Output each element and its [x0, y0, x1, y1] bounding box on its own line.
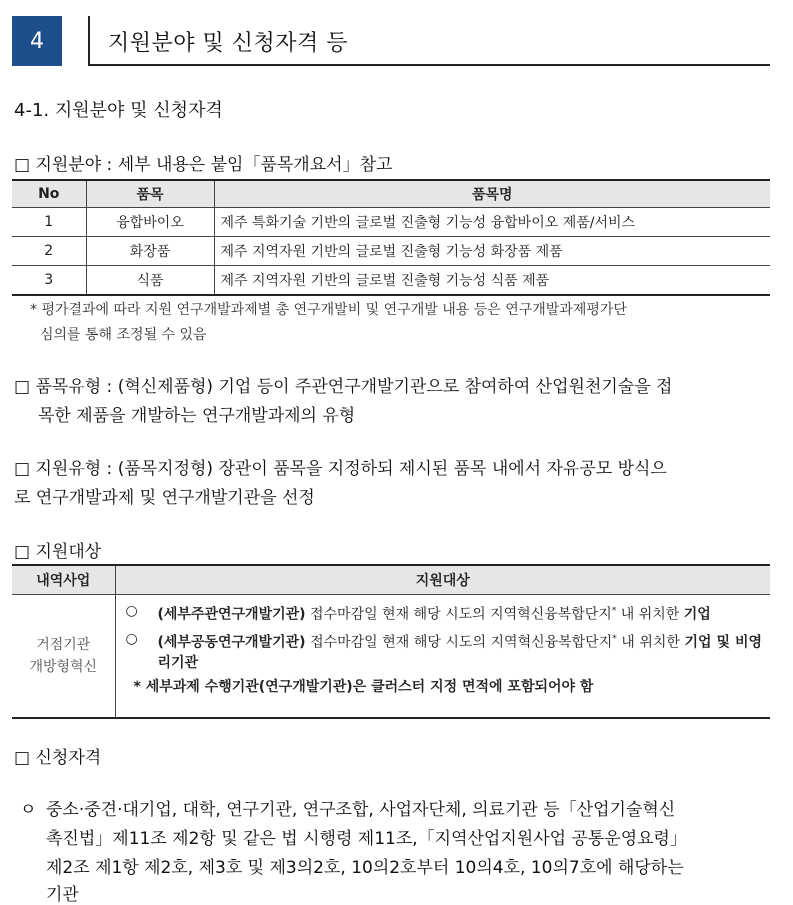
program-category	[12, 595, 115, 719]
table-note-line2: 심의를 통해 조정될 수 있음	[40, 327, 207, 343]
header-underline	[88, 64, 770, 66]
category-line2: 개방형혁신	[29, 659, 98, 675]
support-target-label: 지원대상	[35, 542, 102, 562]
eligibility-heading	[14, 743, 101, 768]
target-note: * 세부과제 수행기관(연구개발기관)은 클러스터 지정 면적에 포함되어야 함	[133, 679, 594, 696]
row-item: 화장품	[86, 237, 214, 266]
row-item-name: 제주 특화기술 기반의 글로벌 진출형 기능성 융합바이오 제품/서비스	[214, 208, 770, 237]
target-text: 접수마감일 현재 해당 시도의 지역혁신융복합단지	[305, 606, 612, 623]
eligibility-bullet: ㅇ	[20, 800, 37, 820]
support-field-label: 지원분야 : 세부 내용은 붙임「품목개요서」참고	[35, 155, 393, 175]
row-no: 3	[12, 266, 86, 296]
target-item	[126, 629, 763, 675]
eligibility-label: 신청자격	[35, 748, 102, 768]
support-target-table	[12, 564, 770, 719]
support-type-text1: 지원유형 : (품목지정형) 장관이 품목을 지정하되 제시된 품목 내에서 자유공모 방식으	[35, 459, 667, 479]
section-number-badge: 4	[12, 16, 62, 66]
table-row	[12, 237, 770, 266]
target-detail	[115, 595, 770, 719]
header-target: 지원대상	[115, 565, 770, 595]
support-target-header	[12, 565, 770, 595]
target-item-body	[158, 629, 763, 675]
eligibility-line3: 제2조 제1항 제2호, 제3호 및 제3의2호, 10의2호부터 10의4호, 10의7호에 해당하는	[46, 858, 684, 878]
subsection-title: 4-1. 지원분야 및 신청자격	[14, 100, 223, 121]
section-title: 지원분야 및 신청자격 등	[108, 31, 349, 56]
target-text2: 내 위치한	[616, 634, 685, 651]
header-program: 내역사업	[12, 565, 115, 595]
category-line1: 거점기관	[36, 637, 91, 653]
circle-bullet: ○	[125, 603, 138, 619]
section-header	[12, 16, 770, 66]
eligibility-line4: 기관	[46, 885, 79, 905]
item-type-text1: 품목유형 : (혁신제품형) 기업 등이 주관연구개발기관으로 참여하여 산업원천기술을 접	[35, 377, 673, 397]
support-target-heading	[14, 537, 101, 562]
header-item-name: 품목명	[214, 180, 770, 208]
item-type-line2: 목한 제품을 개발하는 연구개발과제의 유형	[38, 406, 356, 426]
row-item: 식품	[86, 266, 214, 296]
checkbox-marker: □	[14, 155, 31, 175]
target-text2: 내 위치한	[616, 606, 684, 623]
header-item: 품목	[86, 180, 214, 208]
eligibility-line2: 촉진법」제11조 제2항 및 같은 법 시행령 제11조,「지역산업지원사업 공통운영요령」	[46, 829, 687, 849]
target-role: (세부주관연구개발기관)	[157, 606, 306, 623]
table-row	[12, 266, 770, 296]
row-no: 2	[12, 237, 86, 266]
row-item-name: 제주 지역자원 기반의 글로벌 진출형 기능성 화장품 제품	[214, 237, 770, 266]
footnote-mark: *	[611, 606, 617, 616]
support-field-heading	[14, 150, 392, 175]
row-item: 융합바이오	[86, 208, 214, 237]
item-type-line1	[14, 372, 672, 397]
support-type-line1	[14, 454, 667, 479]
item-table-header	[12, 180, 770, 208]
row-no: 1	[12, 208, 86, 237]
target-entity: 기업	[683, 606, 711, 623]
target-item-body	[158, 601, 763, 626]
circle-bullet: ○	[125, 630, 138, 647]
header-no: No	[12, 180, 86, 208]
eligibility-line1: 중소·중견·대기업, 대학, 연구기관, 연구조합, 사업자단체, 의료기관 등「산업기술혁신	[46, 800, 676, 820]
checkbox-marker: □	[14, 542, 31, 562]
header-divider	[88, 16, 90, 66]
support-type-line2: 로 연구개발과제 및 연구개발기관을 선정	[14, 488, 315, 508]
table-row	[12, 208, 770, 237]
row-item-name: 제주 지역자원 기반의 글로벌 진출형 기능성 식품 제품	[214, 266, 770, 296]
checkbox-marker: □	[14, 748, 31, 768]
item-table	[12, 179, 770, 296]
target-role: (세부공동연구개발기관)	[157, 634, 306, 651]
table-row	[12, 595, 770, 719]
target-text: 접수마감일 현재 해당 시도의 지역혁신융복합단지	[305, 634, 613, 651]
footnote-mark: *	[612, 633, 617, 644]
checkbox-marker: □	[14, 377, 31, 397]
checkbox-marker: □	[14, 459, 31, 479]
table-note-line1: * 평가결과에 따라 지원 연구개발과제별 총 연구개발비 및 연구개발 내용 등은 연구개발과제평가단	[30, 302, 627, 318]
target-item	[126, 601, 763, 626]
target-entity: 기업 및 비영리기관	[157, 634, 762, 672]
